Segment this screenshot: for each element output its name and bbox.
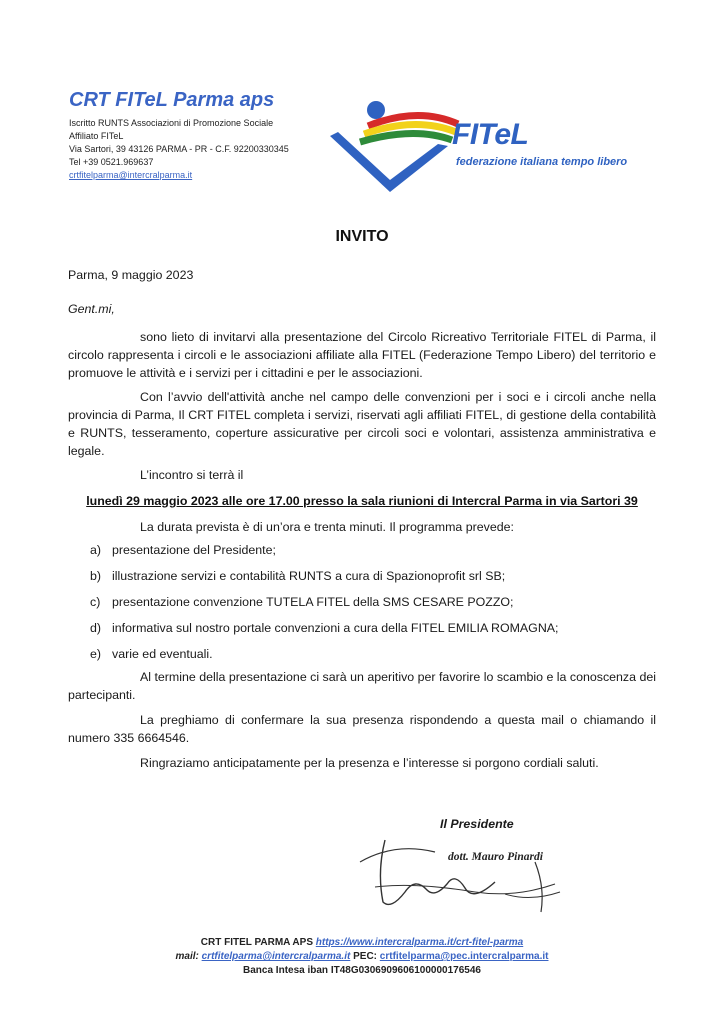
footer-org-label: CRT FITEL PARMA APS: [200, 937, 313, 948]
footer-line-website: [0, 936, 724, 950]
footer: [0, 936, 724, 978]
org-email-link[interactable]: crtfitelparma@intercralparma.it: [69, 170, 193, 180]
list-item-text: presentazione convenzione TUTELA FITEL della SMS CESARE POZZO;: [112, 595, 514, 609]
footer-pec-label: PEC:: [353, 951, 378, 962]
signature-name: dott. Mauro Pinardi: [448, 851, 543, 863]
footer-line-bank: [0, 964, 724, 978]
paragraph-services: Con l’avvio dell'attività anche nel campo delle convenzioni per i soci e i circoli anche nella provincia di Parma, Il CRT FITEL completa i servizi, riservati agli affiliati FITEL, di gestione della contabilità e RUNTS, tesseramento, coperture assicurative per circoli soci e volontari, assistenza amministrativa e legale.: [68, 390, 656, 458]
footer-website-link[interactable]: https://www.intercralparma.it/crt-fitel-parma: [315, 937, 524, 948]
list-item: [90, 647, 650, 666]
list-item-letter: a): [90, 543, 102, 557]
paragraph-intro: sono lieto di invitarvi alla presentazione del Circolo Ricreativo Territoriale FITEL di Parma, il circolo rappresenta i circoli e le associazioni affiliate alla FITEL (Federazione Tempo Libero) del territorio e promuove le attività e i servizi per i cittadini e per le associazioni.: [68, 330, 656, 380]
paragraph-program-intro: La durata prevista è di un’ora e trenta minuti. Il programma prevede:: [140, 520, 514, 534]
paragraph-meeting-intro: L’incontro si terrà il: [140, 468, 244, 482]
list-item: [90, 595, 650, 614]
org-detail-line: Affiliato FITeL: [69, 131, 124, 141]
logo-wordmark: FITeL: [452, 118, 529, 151]
list-item-letter: e): [90, 647, 102, 661]
logo-subtitle: federazione italiana tempo libero: [456, 156, 628, 168]
list-item-text: varie ed eventuali.: [112, 647, 213, 661]
list-item-text: illustrazione servizi e contabilità RUNTS a cura di Spazionoprofit srl SB;: [112, 569, 506, 583]
footer-pec-link[interactable]: crtfitelparma@pec.intercralparma.it: [379, 951, 549, 962]
org-name: CRT FITeL Parma aps: [69, 89, 275, 111]
list-item: [90, 543, 650, 562]
letter-date: Parma, 9 maggio 2023: [68, 268, 194, 282]
letter-title: INVITO: [335, 228, 389, 245]
list-item-text: informativa sul nostro portale convenzioni a cura della FITEL EMILIA ROMAGNA;: [112, 621, 559, 635]
org-detail-line: Via Sartori, 39 43126 PARMA - PR - C.F. 92200330345: [69, 144, 289, 154]
org-details: [69, 117, 289, 182]
paragraph-closing: Ringraziamo anticipatamente per la presenza e l’interesse si porgono cordiali saluti.: [140, 756, 599, 770]
event-details: lunedì 29 maggio 2023 alle ore 17.00 presso la sala riunioni di Intercral Parma in via Sartori 39: [86, 494, 638, 508]
footer-line-contacts: [0, 950, 724, 964]
program-list: [90, 543, 650, 673]
footer-mail-label: mail:: [175, 951, 199, 962]
list-item-text: presentazione del Presidente;: [112, 543, 276, 557]
list-item-letter: c): [90, 595, 101, 609]
footer-iban: IT48G0306909606100000176546: [330, 965, 481, 976]
footer-mail-link[interactable]: crtfitelparma@intercralparma.it: [201, 951, 351, 962]
handwritten-signature-icon: [355, 832, 565, 914]
letter-greeting: Gent.mi,: [68, 302, 115, 316]
list-item-letter: b): [90, 569, 102, 583]
list-item: [90, 569, 650, 588]
list-item-letter: d): [90, 621, 102, 635]
org-detail-line: Iscritto RUNTS Associazioni di Promozione Sociale: [69, 118, 274, 128]
paragraph-aperitivo: Al termine della presentazione ci sarà un aperitivo per favorire lo scambio e la conoscenza dei partecipanti.: [68, 670, 656, 702]
paragraph-rsvp: La preghiamo di confermare la sua presenza rispondendo a questa mail o chiamando il numero 335 6664546.: [68, 713, 656, 745]
list-item: [90, 621, 650, 640]
org-detail-line: Tel +39 0521.969637: [69, 157, 154, 167]
signoff-title: Il Presidente: [440, 817, 514, 831]
footer-bank-label: Banca Intesa iban: [243, 965, 329, 976]
